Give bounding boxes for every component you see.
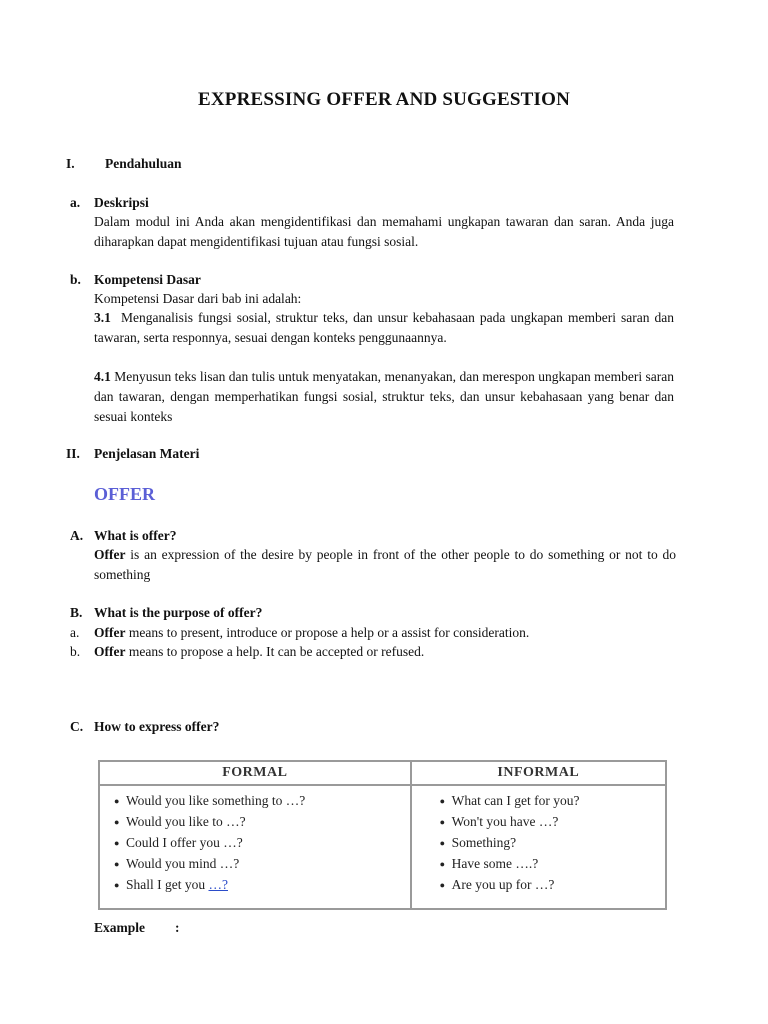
- underlined-ellipsis-link[interactable]: …?: [208, 877, 228, 892]
- bullet-icon: ●: [114, 817, 120, 828]
- formal-expression: ● Could I offer you …?: [114, 832, 410, 853]
- item-B-marker: B.: [70, 605, 83, 620]
- kd-4-1-number: 4.1: [94, 369, 111, 384]
- item-A-definition: is an expression of the desire by people in front of the other people to do something or not to do something: [94, 547, 677, 582]
- informal-expression: ● Are you up for …?: [440, 874, 665, 895]
- offer-expressions-table: [98, 760, 667, 910]
- purpose-item-a-marker: a.: [70, 625, 80, 640]
- kd-3-1-number: 3.1: [94, 310, 111, 325]
- example-label: Example: [94, 920, 146, 935]
- informal-expression: ● Something?: [440, 832, 665, 853]
- section-1-number: I.: [66, 156, 75, 171]
- kd-4-1: [94, 367, 674, 427]
- page-title: EXPRESSING OFFER AND SUGGESTION: [197, 89, 571, 110]
- bullet-icon: ●: [439, 817, 446, 828]
- item-a-text: Dalam modul ini Anda akan mengidentifikasi dan memahami ungkapan tawaran dan saran. Anda juga diharapkan dapat mengidentifikasi tujuan atau fungsi sosial.: [94, 214, 674, 249]
- section-2-heading: Penjelasan Materi: [94, 446, 200, 461]
- bullet-icon: ●: [439, 859, 446, 870]
- section-2-number: II.: [66, 446, 80, 461]
- item-A-text: [94, 545, 676, 585]
- informal-expression: ● Have some ….?: [440, 853, 665, 874]
- item-b-heading: Kompetensi Dasar: [94, 272, 201, 287]
- formal-expression: ● Would you like something to …?: [114, 790, 410, 811]
- bullet-icon: ●: [439, 838, 446, 849]
- kd-3-1-text: Menganalisis fungsi sosial, struktur teks, dan unsur kebahasaan pada ungkapan memberi saran dan tawaran, serta responnya, sesuai dengan konteks penggunaannya.: [94, 310, 674, 345]
- offer-heading: OFFER: [94, 484, 155, 504]
- item-A-heading: What is offer?: [94, 528, 177, 543]
- informal-expression: ● Won't you have …?: [440, 811, 665, 832]
- formal-expression-list: [114, 790, 410, 895]
- item-B-heading: What is the purpose of offer?: [94, 605, 263, 620]
- item-a-marker: a.: [70, 195, 81, 210]
- kd-4-1-text: Menyusun teks lisan dan tulis untuk menyatakan, menanyakan, dan merespon ungkapan memberi saran dan tawaran, dengan memperhatikan fungsi sosial, struktur teks, dan unsur kebahasaan yang benar dan sesuai konteks: [94, 369, 674, 424]
- example-colon: :: [175, 920, 180, 935]
- section-1-heading: Pendahuluan: [105, 156, 182, 171]
- purpose-item-a: [94, 623, 529, 643]
- purpose-item-b-term: Offer: [94, 644, 126, 659]
- item-C-heading: How to express offer?: [94, 719, 220, 734]
- bullet-icon: ●: [114, 796, 120, 807]
- formal-column-header: FORMAL: [99, 761, 411, 785]
- kd-3-1: [94, 308, 674, 348]
- formal-expression: ● Would you like to …?: [114, 811, 410, 832]
- purpose-item-a-term: Offer: [94, 625, 126, 640]
- formal-expression: ● Would you mind …?: [114, 853, 410, 874]
- formal-expression: ● Shall I get you …?: [114, 874, 410, 895]
- bullet-icon: ●: [439, 880, 446, 891]
- informal-expression-list: [440, 790, 665, 895]
- informal-expression: ● What can I get for you?: [440, 790, 665, 811]
- purpose-item-a-text: means to present, introduce or propose a help or a assist for consideration.: [128, 625, 530, 640]
- informal-column-header: INFORMAL: [411, 761, 666, 785]
- purpose-item-b: [94, 642, 424, 662]
- item-C-marker: C.: [70, 719, 84, 734]
- bullet-icon: ●: [114, 859, 120, 870]
- bullet-icon: ●: [114, 880, 120, 891]
- purpose-item-b-text: means to propose a help. It can be accepted or refused.: [128, 644, 425, 659]
- item-A-term: Offer: [94, 547, 126, 562]
- item-b-intro: Kompetensi Dasar dari bab ini adalah:: [94, 291, 302, 306]
- item-a-heading: Deskripsi: [94, 195, 149, 210]
- formal-column: [99, 785, 411, 909]
- item-A-marker: A.: [70, 528, 84, 543]
- bullet-icon: ●: [114, 838, 120, 849]
- informal-column: [411, 785, 666, 909]
- purpose-item-b-marker: b.: [70, 644, 81, 659]
- bullet-icon: ●: [439, 796, 446, 807]
- item-b-marker: b.: [70, 272, 81, 287]
